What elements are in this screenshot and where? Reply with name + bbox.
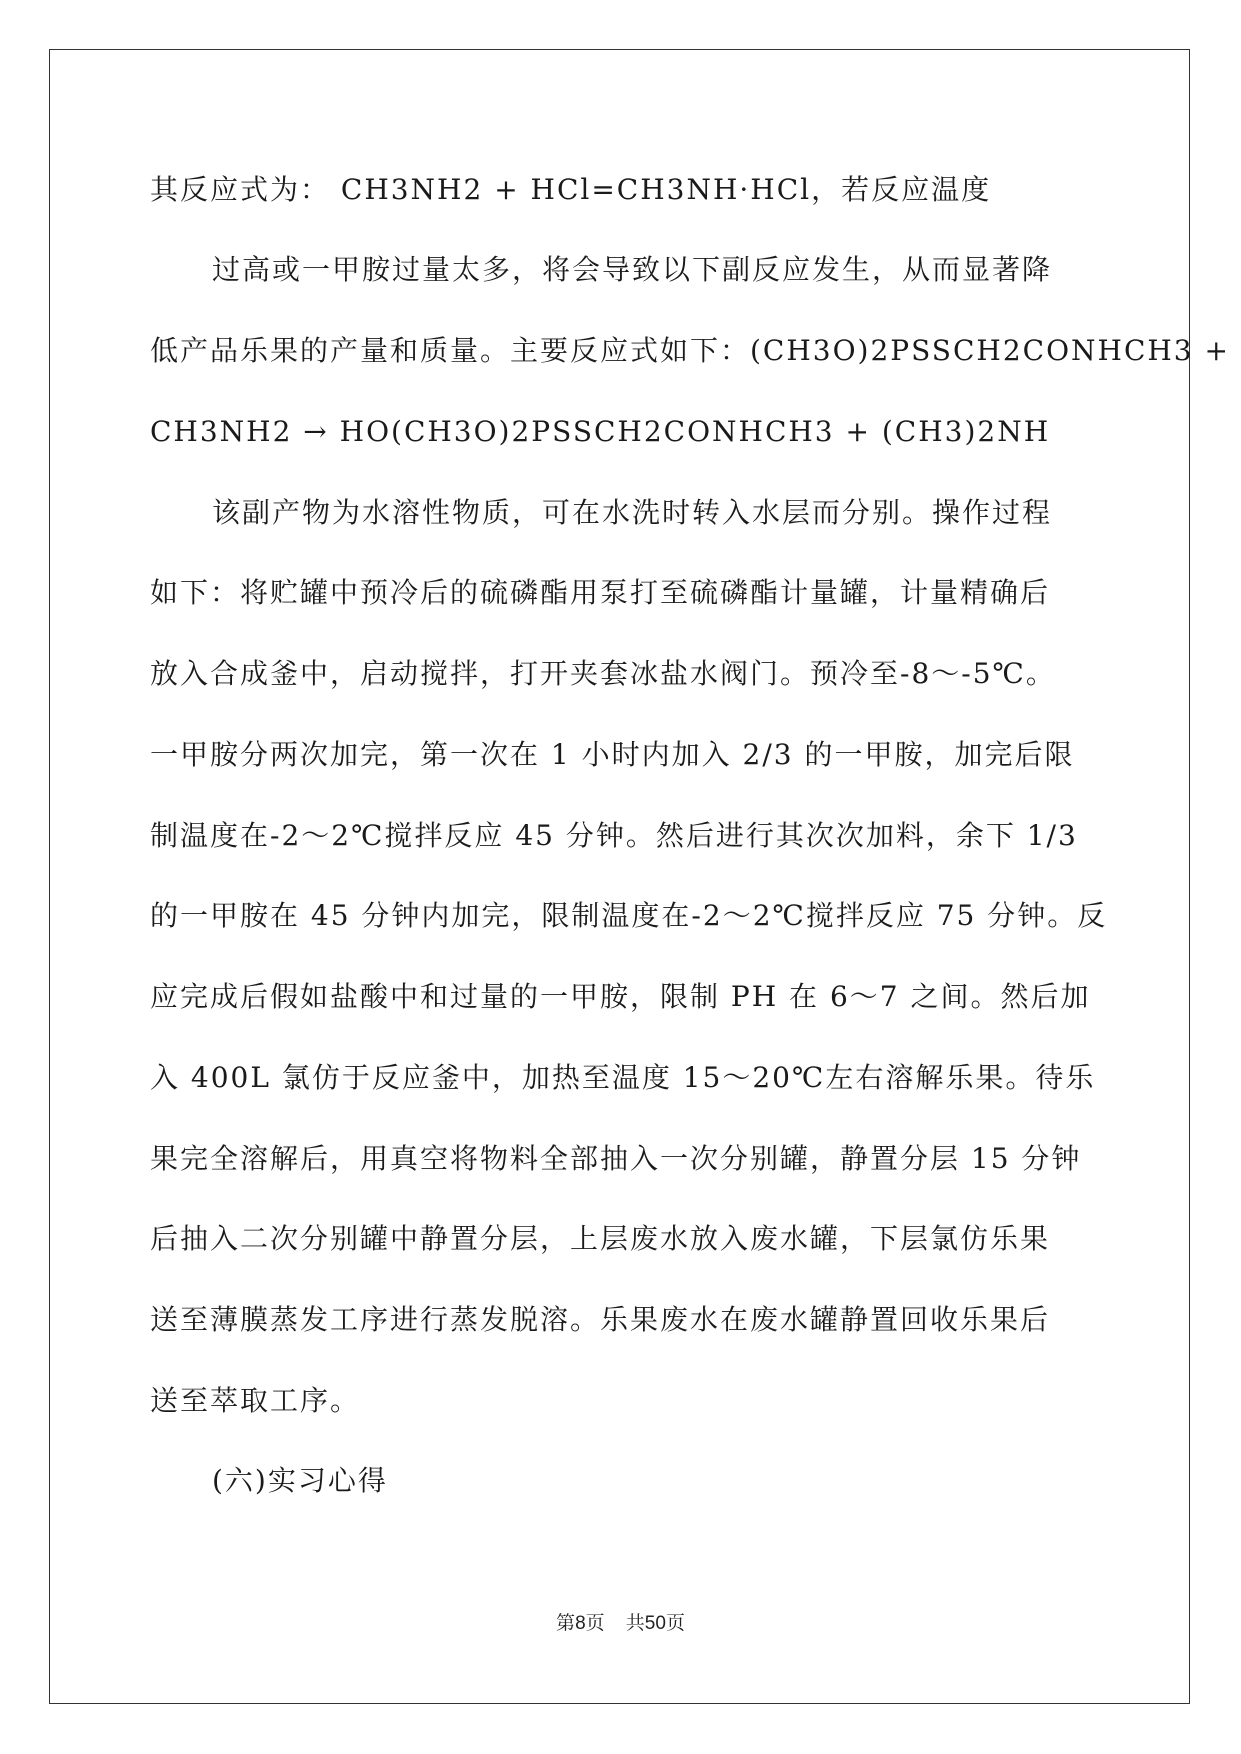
- page-border: [49, 49, 1190, 1704]
- text-line: 果完全溶解后，用真空将物料全部抽入一次分别罐，静置分层 15 分钟: [150, 1142, 1082, 1175]
- text-line: 入 400L 氯仿于反应釜中，加热至温度 15～20℃左右溶解乐果。待乐: [150, 1061, 1096, 1094]
- text-line: 该副产物为水溶性物质，可在水洗时转入水层而分别。操作过程: [212, 496, 1053, 529]
- text-line: 送至薄膜蒸发工序进行蒸发脱溶。乐果废水在废水罐静置回收乐果后: [150, 1303, 1051, 1336]
- text-line: 低产品乐果的产量和质量。主要反应式如下：(CH3O)2PSSCH2CONHCH3 +: [150, 334, 1230, 367]
- page-label-prefix: 第: [556, 1613, 576, 1634]
- text-line: 放入合成釜中，启动搅拌，打开夹套冰盐水阀门。预冷至-8～-5℃。: [150, 657, 1056, 690]
- text-line: CH3NH2 → HO(CH3O)2PSSCH2CONHCH3 + (CH3)2NH: [150, 415, 1051, 448]
- section-heading: (六)实习心得: [212, 1464, 388, 1497]
- text-line: 送至萃取工序。: [150, 1384, 361, 1417]
- total-prefix: 共: [625, 1613, 645, 1634]
- text-line: 后抽入二次分别罐中静置分层，上层废水放入废水罐，下层氯仿乐果: [150, 1222, 1051, 1255]
- page-number: 8: [575, 1613, 586, 1634]
- total-pages: 50: [644, 1613, 666, 1634]
- page-label-suffix: 页: [585, 1613, 605, 1634]
- page-footer: [0, 1608, 1241, 1635]
- total-suffix: 页: [665, 1613, 685, 1634]
- text-line: 一甲胺分两次加完，第一次在 1 小时内加入 2/3 的一甲胺，加完后限: [150, 738, 1075, 771]
- text-line: 应完成后假如盐酸中和过量的一甲胺，限制 PH 在 6～7 之间。然后加: [150, 980, 1091, 1013]
- text-line: 制温度在-2～2℃搅拌反应 45 分钟。然后进行其次次加料，余下 1/3: [150, 819, 1078, 852]
- text-line: 的一甲胺在 45 分钟内加完，限制温度在-2～2℃搅拌反应 75 分钟。反: [150, 899, 1108, 932]
- text-line: 过高或一甲胺过量太多，将会导致以下副反应发生，从而显著降: [212, 253, 1053, 286]
- text-line: 其反应式为： CH3NH2 + HCl=CH3NH·HCl，若反应温度: [150, 173, 992, 206]
- text-line: 如下：将贮罐中预冷后的硫磷酯用泵打至硫磷酯计量罐，计量精确后: [150, 576, 1051, 609]
